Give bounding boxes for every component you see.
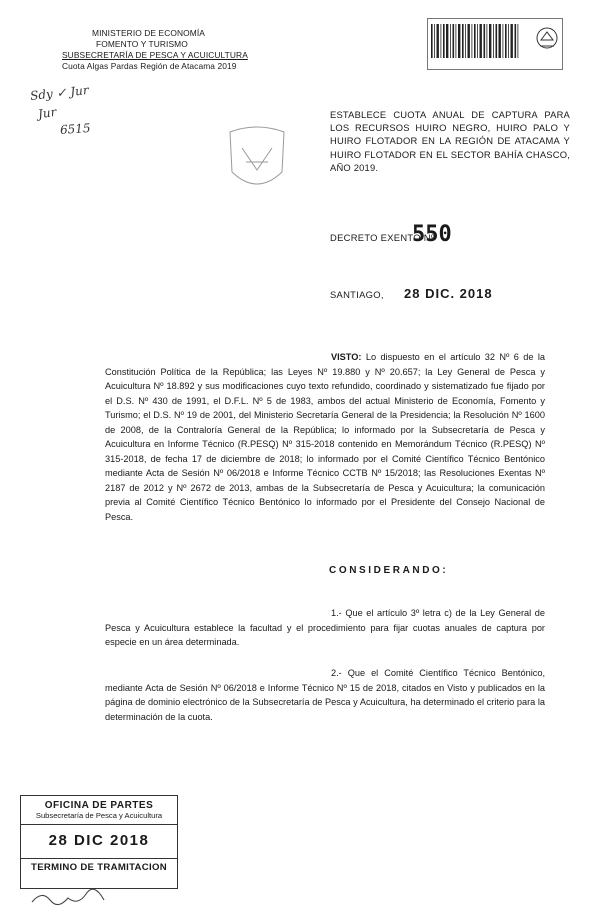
visto-lead: VISTO: <box>331 352 362 362</box>
considerando-item-2: 2.- Que el Comité Científico Técnico Bentónico, mediante Acta de Sesión Nº 06/2018 e Informe Técnico Nº 15 de 2018, citados en Visto y publicados en la página de dominio electrónico de la Subsecretaría de Pesca y Acuicultura, ha determinado el criterio para la determinación de la cuota. <box>105 668 545 722</box>
city: SANTIAGO, <box>330 289 384 300</box>
header-line-2: FOMENTO Y TURISMO <box>96 39 188 49</box>
header-line-4: Cuota Algas Pardas Región de Atacama 2019 <box>62 61 237 71</box>
signature-scribble-icon <box>28 886 108 910</box>
stamp-footer: TERMINO DE TRAMITACION <box>31 862 167 873</box>
stamp-date: 28 DIC 2018 <box>48 832 150 849</box>
decree-number: 550 <box>412 222 452 247</box>
oficina-partes-stamp <box>20 795 178 889</box>
handwritten-note-2: Jur <box>37 104 58 122</box>
stamp-title: OFICINA DE PARTES <box>44 800 154 811</box>
barcode-stamp-icon <box>427 18 563 70</box>
handwritten-note-3: 6515 <box>59 120 91 138</box>
handwritten-note-1: Sdy ✓ Jur <box>29 82 90 104</box>
visto-text: Lo dispuesto en el artículo 32 Nº 6 de la Constitución Política de la República; las Leyes Nº 19.880 y Nº 20.657; la Ley General de Pesca y Acuicultura Nº 18.892 y sus modificaciones cuyo texto refundido, coordinado y sistematizado fue fijado por el D.S. Nº 430 de 1991, el D.F.L. Nº 5 de 1983, ambos del actual Ministerio de Economía, Fomento y Turismo; el D.S. Nº 19 de 2001, del Ministerio Secretaría General de la Presidencia; la Resolución Nº 1600 de 2008, de la Contraloría General de la República; lo informado por la Subsecretaría de Pesca y Acuicultura en Informe Técnico (R.PESQ) Nº 315-2018 contenido en Memorándum Técnico (R.PESQ) Nº 315-2018, de fecha 17 de diciembre de 2018; lo informado por el Comité Científico Técnico Bentónico mediante Acta de Sesión Nº 06/2018 e Informe Técnico CCTB Nº 15/2018; las Resoluciones Exentas Nº 2187 de 2012 y Nº 2672 de 2013, ambas de la Subsecretaría de Pesca y Acuicultura; la comunicación previa al Comité Científico Técnico Bentónico lo informado por el Presidente del Consejo Nacional de Pesca. <box>105 352 545 522</box>
ministry-header <box>62 28 248 72</box>
stamp-subtitle: Subsecretaría de Pesca y Acuicultura <box>35 811 163 820</box>
decree-title: ESTABLECE CUOTA ANUAL DE CAPTURA PARA LOS RECURSOS HUIRO NEGRO, HUIRO PALO Y HUIRO FLOTADOR EN LA REGIÓN DE ATACAMA Y HUIRO FLOTADOR EN EL SECTOR BAHÍA CHASCO, AÑO 2019. <box>330 109 570 173</box>
header-line-3: SUBSECRETARÍA DE PESCA Y ACUICULTURA <box>62 50 248 60</box>
visto-paragraph <box>105 350 545 524</box>
considerando-heading: CONSIDERANDO: <box>329 565 449 576</box>
seal-watermark-icon <box>222 122 292 200</box>
decree-date: 28 DIC. 2018 <box>404 286 493 301</box>
decree-label: DECRETO EXENTO Nº <box>330 232 435 243</box>
considerando-item-1: 1.- Que el artículo 3º letra c) de la Ley General de Pesca y Acuicultura establece la facultad y el procedimiento para fijar cuotas anuales de captura por especie en un área determinada. <box>105 608 545 647</box>
header-line-1: MINISTERIO DE ECONOMÍA <box>92 28 205 38</box>
